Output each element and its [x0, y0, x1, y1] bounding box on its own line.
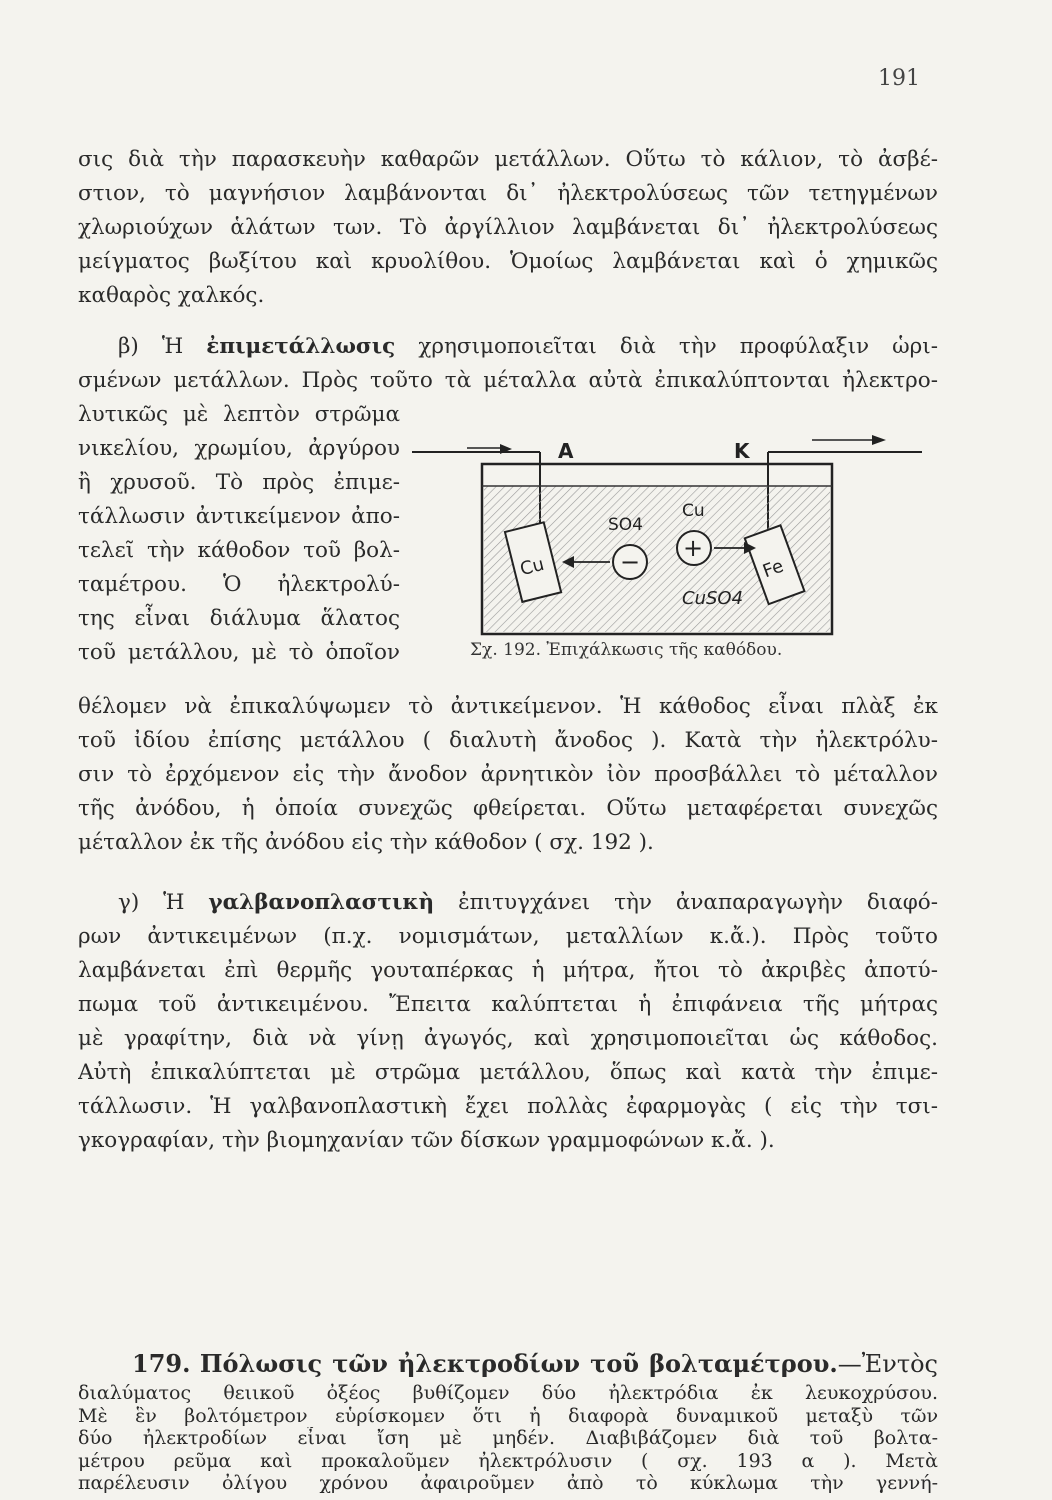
text-line: ρων ἀντικειμένων (π.χ. νομισμάτων, μεταλλίων κ.ἄ.). Πρὸς τοῦτο [78, 924, 938, 949]
term-galvanoplastiki: γαλβανοπλαστικὴ [208, 890, 435, 915]
anion-sign: − [620, 548, 641, 576]
text-line: λαμβάνεται ἐπὶ θερμῆς γουταπέρκας ἡ μήτρα, ἤτοι τὸ ἀκριβὲς ἀποτύ- [78, 958, 938, 983]
term-epimetallosis: ἐπιμετάλλωσις [206, 334, 396, 359]
section-number: 179. [132, 1349, 191, 1378]
text-fragment: χρησιμοποιεῖται διὰ τὴν προφύλαξιν ὡρι- [418, 334, 938, 359]
figure-caption: Σχ. 192. Ἐπιχάλκωσις τῆς καθόδου. [470, 640, 783, 660]
solution-label: CuSO4 [682, 588, 744, 609]
cathode-label: K [734, 439, 750, 463]
text-line: στιον, τὸ μαγνήσιον λαμβάνονται δι᾽ ἠλεκτρολύσεως τῶν τετηγμένων [78, 181, 938, 206]
text-line: γκογραφίαν, τὴν βιομηχανίαν τῶν δίσκων γραμμοφώνων κ.ἄ. ). [78, 1128, 775, 1153]
text-line: Μὲ ἓν βολτόμετρον εὑρίσκομεν ὅτι ἡ διαφορὰ δυναμικοῦ μεταξὺ τῶν [78, 1404, 938, 1427]
text-line: λυτικῶς μὲ λεπτὸν στρῶμα [78, 402, 400, 427]
text-line: σις διὰ τὴν παρασκευὴν καθαρῶν μετάλλων. Οὕτω τὸ κάλιον, τὸ ἀσβέ- [78, 147, 938, 172]
anion-label: SO4 [608, 515, 643, 535]
paragraph-start [118, 330, 938, 364]
text-line: μέτρου ρεῦμα καὶ προκαλοῦμεν ἠλεκτρόλυσιν ( σχ. 193 α ). Μετὰ [78, 1449, 938, 1472]
text-line: θέλομεν νὰ ἐπικαλύψωμεν τὸ ἀντικείμενον. Ἡ κάθοδος εἶναι πλὰξ ἐκ [78, 694, 938, 719]
text-line: παρέλευσιν ὀλίγου χρόνου ἀφαιροῦμεν ἀπὸ τὸ κύκλωμα τὴν γεννή- [78, 1472, 938, 1494]
page-number: 191 [878, 66, 920, 91]
text-line: τοῦ μετάλλου, μὲ τὸ ὁποῖον [78, 640, 400, 665]
figure-electroplating [412, 426, 922, 636]
heading-continuation: —Ἐντὸς [837, 1350, 938, 1378]
paragraph-start [118, 886, 938, 920]
paragraph-label: β) Ἡ [118, 334, 184, 359]
svg-text:Fe: Fe [759, 555, 787, 583]
text-fragment: ἐπιτυγχάνει τὴν ἀναπαραγωγὴν διαφό- [458, 890, 938, 915]
text-line: δύο ἠλεκτροδίων εἶναι ἴση μὲ μηδέν. Διαβιβάζομεν διὰ τοῦ βολτα- [78, 1427, 938, 1449]
cation-label: Cu [682, 501, 705, 521]
text-line: τάλλωσιν. Ἡ γαλβανοπλαστικὴ ἔχει πολλὰς ἐφαρμογὰς ( εἰς τὴν τσι- [78, 1094, 938, 1119]
text-line: τελεῖ τὴν κάθοδον τοῦ βολ- [78, 538, 400, 563]
text-line: διαλύματος θειικοῦ ὀξέος βυθίζομεν δύο ἠλεκτρόδια ἐκ λευκοχρύσου. [78, 1382, 938, 1404]
text-line: σμένων μετάλλων. Πρὸς τοῦτο τὰ μέταλλα αὐτὰ ἐπικαλύπτονται ἠλεκτρο- [78, 368, 938, 393]
text-line: τῆς ἀνόδου, ἡ ὁποία συνεχῶς φθείρεται. Οὕτω μεταφέρεται συνεχῶς [78, 796, 938, 821]
text-line: ταμέτρου. Ὁ ἠλεκτρολύ- [78, 572, 400, 597]
text-line: ἢ χρυσοῦ. Τὸ πρὸς ἐπιμε- [78, 470, 400, 495]
text-line: Αὐτὴ ἐπικαλύπτεται μὲ στρῶμα μετάλλου, ὅπως καὶ κατὰ τὴν ἐπιμε- [78, 1060, 938, 1085]
text-line: πωμα τοῦ ἀντικειμένου. Ἔπειτα καλύπτεται ἡ ἐπιφάνεια τῆς μήτρας [78, 992, 938, 1017]
section-title: Πόλωσις τῶν ἠλεκτροδίων τοῦ βολταμέτρου. [199, 1349, 838, 1378]
text-line: μέταλλον ἐκ τῆς ἀνόδου εἰς τὴν κάθοδον ( σχ. 192 ). [78, 830, 654, 855]
text-line: μείγματος βωξίτου καὶ κρυολίθου. Ὁμοίως λαμβάνεται καὶ ὁ χημικῶς [78, 249, 938, 274]
text-line: καθαρὸς χαλκός. [78, 283, 265, 308]
text-line: χλωριούχων ἁλάτων των. Τὸ ἀργίλλιον λαμβάνεται δι᾽ ἠλεκτρολύσεως [78, 215, 938, 240]
text-line: νικελίου, χρωμίου, ἀργύρου [78, 436, 400, 461]
anode-label: A [558, 439, 574, 463]
text-line: τοῦ ἰδίου ἐπίσης μετάλλου ( διαλυτὴ ἄνοδος ). Κατὰ τὴν ἠλεκτρόλυ- [78, 728, 938, 753]
text-line: μὲ γραφίτην, διὰ νὰ γίνῃ ἀγωγός, καὶ χρησιμοποιεῖται ὡς κάθοδος. [78, 1026, 938, 1051]
section-179-heading [132, 1346, 938, 1382]
svg-text:Cu: Cu [517, 553, 547, 581]
current-arrow-right [872, 435, 886, 445]
text-line: τάλλωσιν ἀντικείμενον ἀπο- [78, 504, 400, 529]
cation-sign: + [683, 534, 704, 562]
text-line: της εἶναι διάλυμα ἅλατος [78, 606, 400, 631]
paragraph-label: γ) Ἡ [118, 890, 185, 915]
text-line: σιν τὸ ἐρχόμενον εἰς τὴν ἄνοδον ἀρνητικὸν ἰὸν προσβάλλει τὸ μέταλλον [78, 762, 938, 787]
electroplating-diagram [412, 426, 922, 636]
